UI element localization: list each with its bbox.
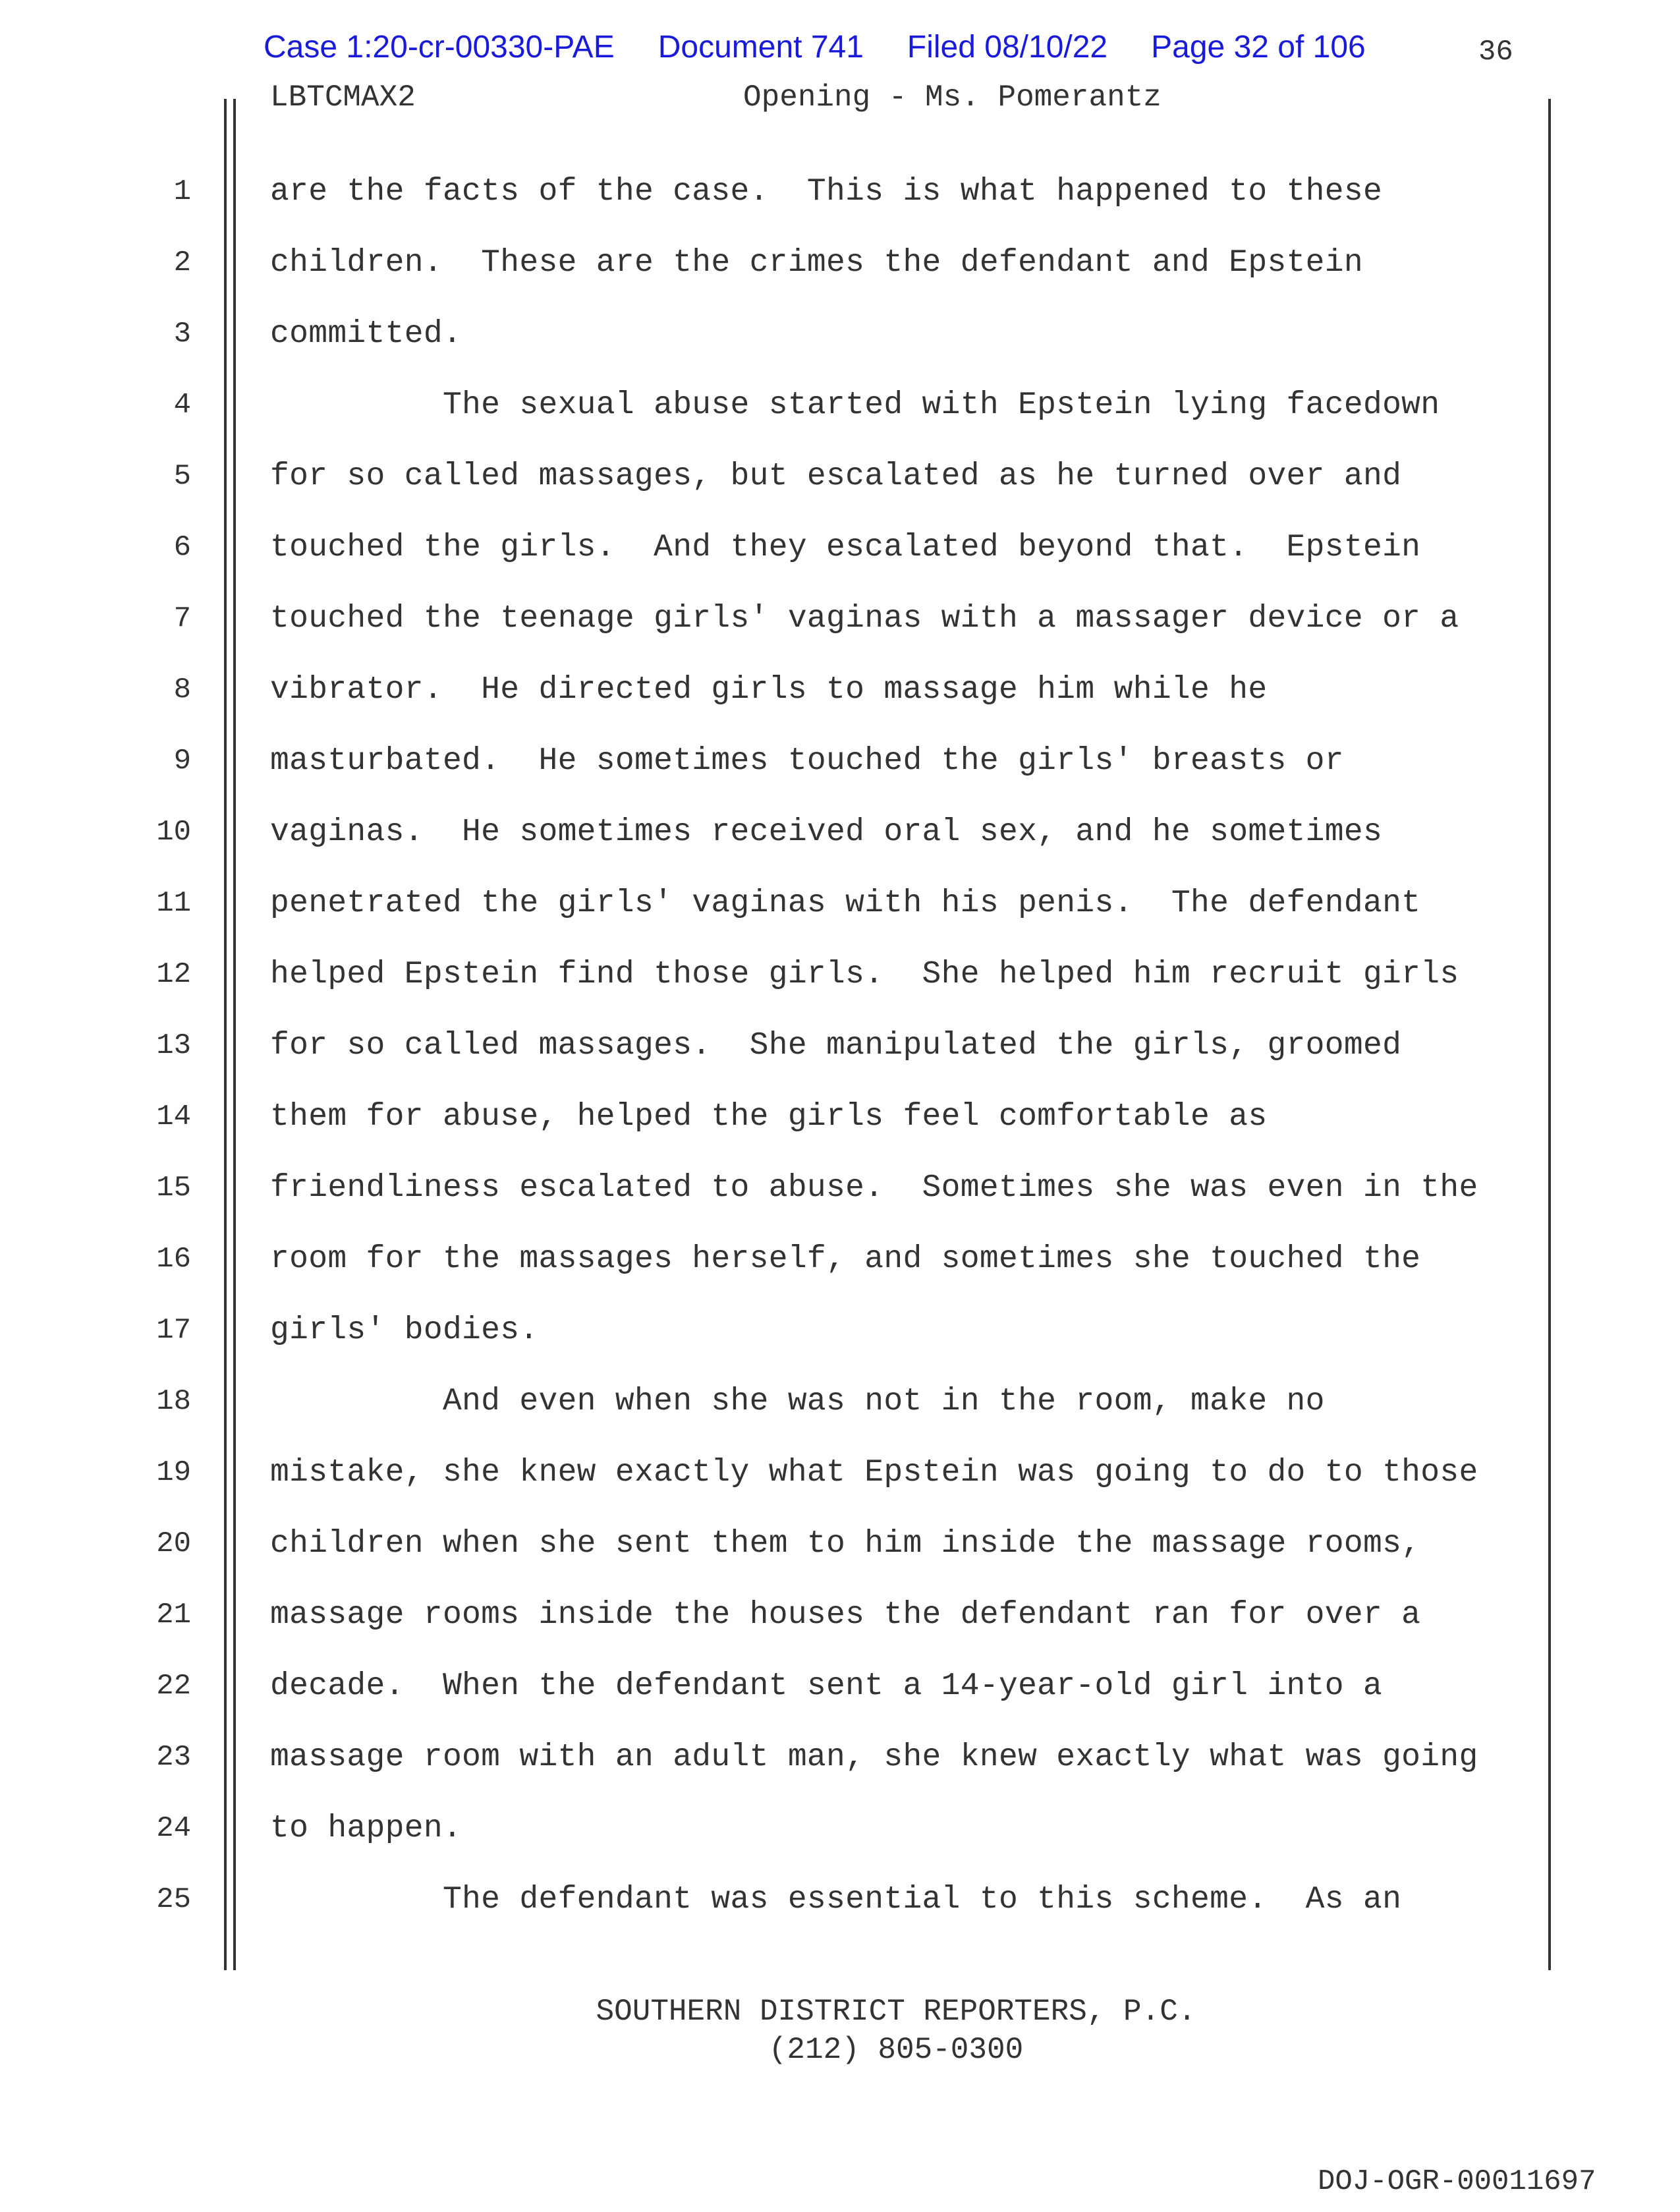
line-text: decade. When the defendant sent a 14-year-old girl into a [270,1668,1383,1704]
transcript-line [0,1380,1680,1451]
line-text: committed. [270,316,462,352]
line-text: helped Epstein find those girls. She helped him recruit girls [270,957,1459,992]
line-number: 22 [156,1670,191,1703]
transcript-body [0,170,1680,1949]
transcript-line [0,1664,1680,1736]
line-number: 2 [173,246,191,279]
transcript-line [0,1451,1680,1522]
line-number: 12 [156,958,191,991]
header-title: Opening - Ms. Pomerantz [743,80,1162,115]
line-text: The defendant was essential to this scheme. As an [270,1882,1402,1917]
transcript-line [0,1024,1680,1095]
line-text: mistake, she knew exactly what Epstein was going to do to those [270,1455,1478,1490]
line-number: 6 [173,531,191,564]
transcript-line [0,1095,1680,1166]
line-text: for so called massages. She manipulated the girls, groomed [270,1028,1402,1063]
transcript-line [0,1736,1680,1807]
transcript-line [0,526,1680,597]
line-number: 4 [173,389,191,422]
transcript-page-number: 36 [1478,36,1513,69]
filed-date: Filed 08/10/22 [907,30,1108,65]
transcript-line [0,1522,1680,1593]
transcript-line [0,1309,1680,1380]
reporter-footer [0,1993,1680,2069]
line-text: room for the massages herself, and sometimes she touched the [270,1241,1421,1277]
transcript-line [0,953,1680,1024]
line-text: to happen. [270,1811,462,1846]
line-text: for so called massages, but escalated as he turned over and [270,459,1402,494]
line-number: 25 [156,1883,191,1916]
line-text: are the facts of the case. This is what happened to these [270,174,1383,210]
line-number: 20 [156,1527,191,1560]
reporter-phone: (212) 805-0300 [768,2033,1024,2067]
line-text: them for abuse, helped the girls feel comfortable as [270,1099,1268,1135]
line-number: 17 [156,1314,191,1347]
line-number: 21 [156,1599,191,1631]
line-text: friendliness escalated to abuse. Sometimes she was even in the [270,1170,1478,1206]
transcript-line [0,1237,1680,1309]
line-number: 19 [156,1456,191,1489]
line-number: 3 [173,318,191,351]
line-text: girls' bodies. [270,1313,539,1348]
transcript-line [0,1166,1680,1237]
transcript-line [0,1807,1680,1878]
line-number: 13 [156,1029,191,1062]
line-text: vaginas. He sometimes received oral sex, and he sometimes [270,814,1383,850]
header-code: LBTCMAX2 [270,80,416,115]
line-text: children. These are the crimes the defendant and Epstein [270,245,1363,281]
transcript-line [0,455,1680,526]
transcript-line [0,668,1680,739]
filing-stamp [264,29,1409,65]
transcript-line [0,739,1680,810]
line-text: massage room with an adult man, she knew exactly what was going [270,1740,1478,1775]
line-number: 24 [156,1812,191,1845]
reporter-name: SOUTHERN DISTRICT REPORTERS, P.C. [596,1995,1196,2029]
line-text: touched the teenage girls' vaginas with a massager device or a [270,601,1459,637]
line-number: 8 [173,673,191,706]
line-text: And even when she was not in the room, make no [270,1384,1325,1419]
line-text: touched the girls. And they escalated beyond that. Epstein [270,530,1421,565]
line-number: 5 [173,460,191,493]
transcript-line [0,597,1680,668]
transcript-line [0,810,1680,882]
line-text: The sexual abuse started with Epstein lying facedown [270,387,1440,423]
line-text: children when she sent them to him inside the massage rooms, [270,1526,1421,1562]
line-number: 1 [173,175,191,208]
line-number: 11 [156,887,191,920]
transcript-line [0,1593,1680,1664]
document-number: Document 741 [658,30,864,65]
bates-number: DOJ-OGR-00011697 [1318,2165,1596,2198]
line-number: 15 [156,1172,191,1205]
line-text: masturbated. He sometimes touched the girls' breasts or [270,743,1344,779]
transcript-line [0,383,1680,455]
transcript-line [0,170,1680,241]
line-number: 14 [156,1100,191,1133]
transcript-line [0,312,1680,383]
line-text: penetrated the girls' vaginas with his penis. The defendant [270,886,1421,921]
line-number: 18 [156,1385,191,1418]
case-number: Case 1:20-cr-00330-PAE [264,30,615,65]
line-number: 23 [156,1741,191,1774]
line-number: 9 [173,745,191,778]
line-number: 7 [173,602,191,635]
page-of-pages: Page 32 of 106 [1151,30,1366,65]
transcript-line [0,882,1680,953]
transcript-line [0,1878,1680,1949]
line-text: vibrator. He directed girls to massage him while he [270,672,1268,708]
line-text: massage rooms inside the houses the defendant ran for over a [270,1597,1421,1633]
line-number: 16 [156,1243,191,1276]
transcript-line [0,241,1680,312]
line-number: 10 [156,816,191,849]
